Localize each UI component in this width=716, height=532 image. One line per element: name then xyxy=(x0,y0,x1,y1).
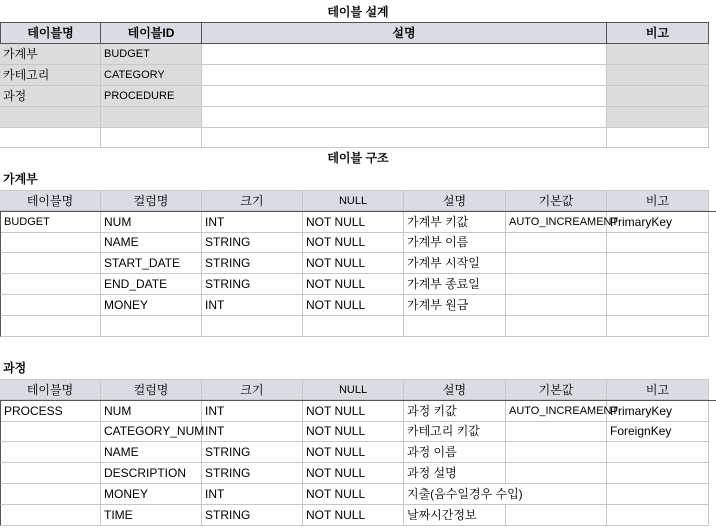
empty-cell[interactable] xyxy=(202,128,607,148)
budget-header-cell: 크기 xyxy=(202,190,303,211)
budget-cell[interactable]: NOT NULL xyxy=(303,274,404,295)
budget-cell[interactable] xyxy=(607,253,709,274)
process-cell[interactable]: STRING xyxy=(202,463,303,484)
budget-cell[interactable] xyxy=(202,316,303,337)
budget-row xyxy=(0,295,716,316)
process-cell[interactable]: TIME xyxy=(101,505,202,526)
budget-cell[interactable] xyxy=(506,253,607,274)
budget-section-title: 가계부 xyxy=(3,172,38,186)
budget-row xyxy=(0,211,716,233)
process-cell[interactable]: AUTO_INCREAMENT xyxy=(506,401,607,422)
process-header-cell: 기본값 xyxy=(506,379,607,400)
budget-cell[interactable] xyxy=(0,274,101,295)
design-cell[interactable]: PROCEDURE xyxy=(101,86,202,107)
design-row xyxy=(0,86,716,107)
budget-cell[interactable]: NOT NULL xyxy=(303,232,404,253)
process-cell[interactable] xyxy=(506,505,607,526)
design-cell[interactable] xyxy=(607,107,709,128)
design-cell[interactable] xyxy=(607,65,709,86)
budget-cell[interactable]: MONEY xyxy=(101,295,202,316)
budget-header-cell: 테이블명 xyxy=(0,190,101,211)
budget-cell[interactable]: 가계부 키값 xyxy=(404,212,506,233)
design-row xyxy=(0,107,716,128)
process-cell[interactable] xyxy=(607,505,709,526)
process-cell[interactable]: INT xyxy=(202,401,303,422)
design-cell[interactable]: 가계부 xyxy=(0,44,101,65)
budget-cell[interactable] xyxy=(0,295,101,316)
budget-cell[interactable] xyxy=(506,316,607,337)
empty-cell[interactable] xyxy=(607,128,709,148)
process-cell[interactable]: PROCESS xyxy=(0,401,101,422)
design-header-table-name: 테이블명 xyxy=(0,22,101,44)
process-cell[interactable]: ForeignKey xyxy=(607,421,709,442)
process-cell[interactable]: 과정 키값 xyxy=(404,401,506,422)
budget-cell[interactable] xyxy=(607,232,709,253)
empty-cell[interactable] xyxy=(101,128,202,148)
empty-cell[interactable] xyxy=(0,128,101,148)
budget-cell[interactable]: NUM xyxy=(101,212,202,233)
design-cell[interactable] xyxy=(0,107,101,128)
design-cell[interactable] xyxy=(202,65,607,86)
design-header-row xyxy=(0,22,716,44)
budget-cell[interactable] xyxy=(506,274,607,295)
process-cell[interactable]: NAME xyxy=(101,442,202,463)
process-header-cell: 크기 xyxy=(202,379,303,400)
budget-row xyxy=(0,274,716,295)
budget-row xyxy=(0,232,716,253)
budget-cell[interactable] xyxy=(101,316,202,337)
budget-cell[interactable] xyxy=(0,253,101,274)
process-cell[interactable]: NOT NULL xyxy=(303,484,404,505)
budget-cell[interactable] xyxy=(0,232,101,253)
design-header-remarks: 비고 xyxy=(607,22,709,44)
design-title: 테이블 설계 xyxy=(327,5,389,19)
process-row xyxy=(0,400,716,422)
budget-cell[interactable]: INT xyxy=(202,295,303,316)
process-cell[interactable]: NOT NULL xyxy=(303,505,404,526)
budget-cell[interactable]: INT xyxy=(202,212,303,233)
process-header-cell: 컬럼명 xyxy=(101,379,202,400)
process-row xyxy=(0,505,716,526)
budget-cell[interactable] xyxy=(607,316,709,337)
budget-cell[interactable]: STRING xyxy=(202,274,303,295)
process-cell[interactable] xyxy=(506,421,607,442)
process-cell[interactable] xyxy=(0,421,101,442)
process-cell[interactable]: 지출(음수일경우 수입) xyxy=(404,484,607,505)
design-cell[interactable] xyxy=(202,107,607,128)
spacer-row xyxy=(0,128,716,148)
budget-cell[interactable] xyxy=(0,316,101,337)
process-cell[interactable] xyxy=(506,463,607,484)
budget-cell[interactable] xyxy=(303,316,404,337)
budget-cell[interactable] xyxy=(506,295,607,316)
budget-cell[interactable]: 가계부 시작일 xyxy=(404,253,506,274)
budget-header-cell: 비고 xyxy=(607,190,709,211)
budget-cell[interactable]: AUTO_INCREAMENT xyxy=(506,212,607,233)
process-row xyxy=(0,442,716,463)
budget-header-cell: 컬럼명 xyxy=(101,190,202,211)
structure-title: 테이블 구조 xyxy=(327,151,389,165)
budget-cell[interactable] xyxy=(506,232,607,253)
process-cell[interactable]: STRING xyxy=(202,442,303,463)
process-row xyxy=(0,463,716,484)
budget-cell[interactable] xyxy=(607,274,709,295)
process-cell[interactable]: 날짜시간정보 xyxy=(404,505,506,526)
budget-cell[interactable]: END_DATE xyxy=(101,274,202,295)
process-header-cell: 비고 xyxy=(607,379,709,400)
process-cell[interactable]: NOT NULL xyxy=(303,401,404,422)
process-cell[interactable]: STRING xyxy=(202,505,303,526)
design-cell[interactable]: 과정 xyxy=(0,86,101,107)
process-cell[interactable] xyxy=(0,505,101,526)
budget-cell[interactable]: 가계부 원금 xyxy=(404,295,506,316)
budget-header-cell: 설명 xyxy=(404,190,506,211)
process-header-cell: NULL xyxy=(303,379,404,400)
budget-cell[interactable]: 가계부 종료일 xyxy=(404,274,506,295)
process-cell[interactable]: NOT NULL xyxy=(303,442,404,463)
process-cell[interactable]: MONEY xyxy=(101,484,202,505)
budget-row xyxy=(0,316,716,337)
process-row xyxy=(0,484,716,505)
process-cell[interactable] xyxy=(607,463,709,484)
budget-cell[interactable] xyxy=(404,316,506,337)
budget-cell[interactable]: STRING xyxy=(202,253,303,274)
budget-cell[interactable] xyxy=(607,295,709,316)
budget-header-cell: NULL xyxy=(303,190,404,211)
process-cell[interactable]: DESCRIPTION xyxy=(101,463,202,484)
process-cell[interactable] xyxy=(607,484,709,505)
process-section-title: 과정 xyxy=(3,361,27,375)
process-cell[interactable] xyxy=(607,442,709,463)
design-cell[interactable] xyxy=(607,86,709,107)
process-header-cell: 테이블명 xyxy=(0,379,101,400)
process-cell[interactable]: NOT NULL xyxy=(303,463,404,484)
budget-cell[interactable]: 가계부 이름 xyxy=(404,232,506,253)
process-cell[interactable]: 과정 설명 xyxy=(404,463,506,484)
design-cell[interactable]: 카테고리 xyxy=(0,65,101,86)
design-cell[interactable]: BUDGET xyxy=(101,44,202,65)
design-header-table-id: 테이블ID xyxy=(101,22,202,44)
design-cell[interactable] xyxy=(202,44,607,65)
budget-cell[interactable]: BUDGET xyxy=(0,212,101,233)
process-cell[interactable]: 카테고리 키값 xyxy=(404,421,506,442)
process-row xyxy=(0,421,716,442)
process-cell[interactable]: 과정 이름 xyxy=(404,442,506,463)
budget-cell[interactable]: START_DATE xyxy=(101,253,202,274)
design-header-description: 설명 xyxy=(202,22,607,44)
design-cell[interactable] xyxy=(607,44,709,65)
process-cell[interactable] xyxy=(0,484,101,505)
budget-cell[interactable]: NOT NULL xyxy=(303,212,404,233)
budget-row xyxy=(0,253,716,274)
process-cell[interactable]: NOT NULL xyxy=(303,421,404,442)
process-header-cell: 설명 xyxy=(404,379,506,400)
process-cell[interactable]: NUM xyxy=(101,401,202,422)
budget-cell[interactable]: NAME xyxy=(101,232,202,253)
process-cell[interactable] xyxy=(0,442,101,463)
design-row xyxy=(0,65,716,86)
design-row xyxy=(0,44,716,65)
process-cell[interactable]: INT xyxy=(202,484,303,505)
budget-cell[interactable]: PrimaryKey xyxy=(607,212,709,233)
budget-cell[interactable]: NOT NULL xyxy=(303,253,404,274)
process-cell[interactable]: PrimaryKey xyxy=(607,401,709,422)
design-cell[interactable] xyxy=(101,107,202,128)
design-cell[interactable]: CATEGORY xyxy=(101,65,202,86)
budget-cell[interactable]: NOT NULL xyxy=(303,295,404,316)
process-header-row xyxy=(0,379,716,400)
process-cell[interactable]: INT xyxy=(202,421,303,442)
budget-header-cell: 기본값 xyxy=(506,190,607,211)
process-cell[interactable] xyxy=(0,463,101,484)
process-cell[interactable] xyxy=(506,442,607,463)
design-cell[interactable] xyxy=(202,86,607,107)
budget-header-row xyxy=(0,190,716,211)
budget-cell[interactable]: STRING xyxy=(202,232,303,253)
process-cell[interactable]: CATEGORY_NUM xyxy=(101,421,202,442)
